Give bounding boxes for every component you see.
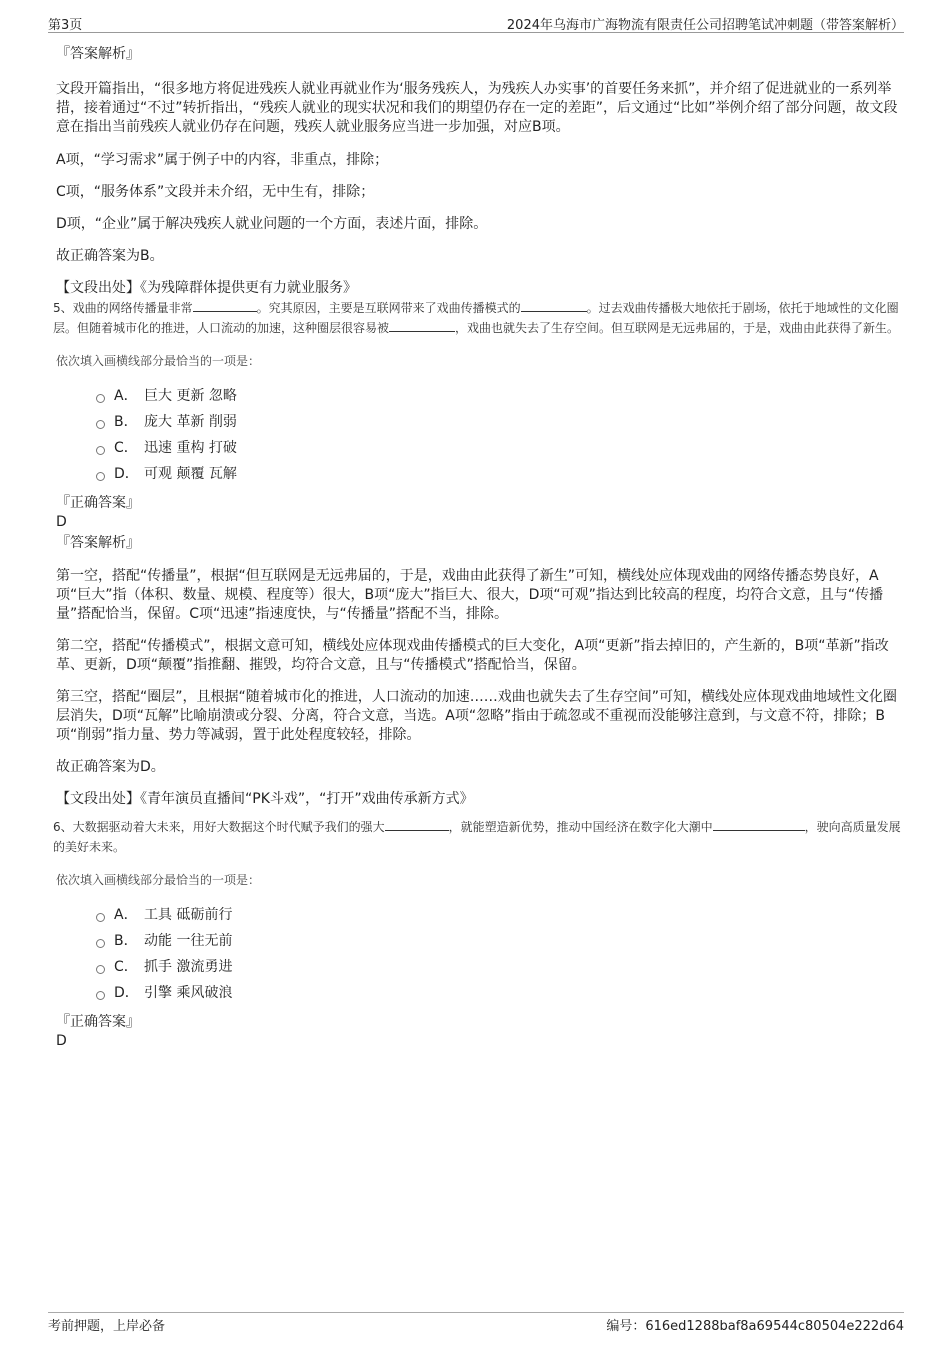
analysis-paragraph: 故正确答案为B。 [56, 248, 164, 264]
document-body [53, 44, 902, 1050]
analysis-paragraph: 第一空，搭配“传播量”，根据“但互联网是无远弗届的，于是，戏曲由此获得了新生”可知，横线处应体现戏曲的网络传播态势良好，A项“巨大”指（体积、数量、规模、程度等）很大，B项“庞大”指巨大、很大，D项“可观”指达到比较高的程度，均符合文意，且与“传播量”搭配恰当，保留。C项“迅速”指速度快，与“传播量”搭配不当，排除。 [56, 568, 884, 622]
option-a[interactable]: A． 巨大 更新 忽略 [96, 383, 902, 409]
footer-slogan: 考前押题，上岸必备 [48, 1319, 166, 1334]
radio-button[interactable] [96, 913, 105, 922]
option-b[interactable]: B． 动能 一往无前 [96, 928, 902, 954]
option-a[interactable]: A． 工具 砥砺前行 [96, 902, 902, 928]
radio-button[interactable] [96, 394, 105, 403]
option-text: 可观 颠覆 瓦解 [144, 466, 237, 482]
answer-blank [521, 299, 587, 312]
option-text: 巨大 更新 忽略 [144, 388, 237, 404]
answer-blank [193, 299, 257, 312]
source-citation: 【文段出处】《青年演员直播间“PK斗戏”，“打开”戏曲传承新方式》 [56, 791, 474, 807]
radio-button[interactable] [96, 991, 105, 1000]
answer-blank [385, 818, 449, 831]
option-text: 引擎 乘风破浪 [144, 985, 233, 1001]
correct-answer-heading: 『正确答案』 [56, 1014, 140, 1030]
option-c[interactable]: C． 抓手 激流勇进 [96, 954, 902, 980]
question-instruction: 依次填入画横线部分最恰当的一项是： [56, 873, 261, 887]
analysis-paragraph: A项，“学习需求”属于例子中的内容，非重点，排除； [56, 152, 389, 168]
option-b[interactable]: B． 庞大 革新 削弱 [96, 409, 902, 435]
analysis-heading: 『答案解析』 [56, 46, 140, 62]
document-code: 编号：616ed1288baf8a69544c80504e222d64 [606, 1319, 904, 1334]
analysis-paragraph: C项，“服务体系”文段并未介绍，无中生有，排除； [56, 184, 375, 200]
option-text: 工具 砥砺前行 [144, 907, 233, 923]
page-footer [48, 1312, 904, 1333]
answer-blank [713, 818, 805, 831]
option-text: 动能 一往无前 [144, 933, 233, 949]
correct-answer-heading: 『正确答案』 [56, 495, 140, 511]
option-text: 抓手 激流勇进 [144, 959, 233, 975]
radio-button[interactable] [96, 420, 105, 429]
radio-button[interactable] [96, 472, 105, 481]
option-d[interactable]: D． 引擎 乘风破浪 [96, 980, 902, 1006]
question-instruction: 依次填入画横线部分最恰当的一项是： [56, 354, 261, 368]
document-title: 2024年乌海市广海物流有限责任公司招聘笔试冲刺题（带答案解析） [506, 18, 904, 33]
question-5-options [96, 383, 902, 487]
question-6-options [96, 902, 902, 1006]
question-6-text: 6、大数据驱动着大未来，用好大数据这个时代赋予我们的强大 ，就能塑造新优势，推动中国经济在数字化大潮中 ，驶向高质量发展的美好未来。 [53, 820, 901, 854]
option-text: 迅速 重构 打破 [144, 440, 237, 456]
option-c[interactable]: C． 迅速 重构 打破 [96, 435, 902, 461]
page-header [48, 14, 904, 33]
analysis-heading: 『答案解析』 [56, 535, 140, 551]
analysis-paragraph: 第三空，搭配“圈层”，且根据“随着城市化的推进，人口流动的加速……戏曲也就失去了生存空间”可知，横线处应体现戏曲地域性文化圈层消失，D项“瓦解”比喻崩溃或分裂、分离，符合文意，当选。A项“忽略”指由于疏忽或不重视而没能够注意到，与文意不符，排除；B项“削弱”指力量、势力等减弱，置于此处程度较轻，排除。 [56, 689, 898, 743]
source-citation: 【文段出处】《为残障群体提供更有力就业服务》 [56, 280, 357, 296]
analysis-paragraph: 第二空，搭配“传播模式”，根据文意可知，横线处应体现戏曲传播模式的巨大变化，A项“更新”指去掉旧的，产生新的，B项“革新”指改革、更新，D项“颠覆”指推翻、摧毁，均符合文意，且与“传播模式”搭配恰当，保留。 [56, 638, 889, 673]
radio-button[interactable] [96, 939, 105, 948]
answer-blank [389, 319, 455, 332]
analysis-paragraph: D项，“企业”属于解决残疾人就业问题的一个方面，表述片面，排除。 [56, 216, 488, 232]
analysis-paragraph: 故正确答案为D。 [56, 759, 165, 775]
option-d[interactable]: D． 可观 颠覆 瓦解 [96, 461, 902, 487]
radio-button[interactable] [96, 446, 105, 455]
question-5-text: 5、戏曲的网络传播量非常 。究其原因，主要是互联网带来了戏曲传播模式的 。过去戏曲传播极大地依托于剧场，依托于地域性的文化圈层。但随着城市化的推进，人口流动的加速，这种圈层很容易被 ，戏曲也就失去了生存空间。但互联网是无远弗届的，于是，戏曲由此获得了新生。 [53, 301, 900, 335]
correct-answer: D [56, 514, 67, 530]
option-text: 庞大 革新 削弱 [144, 414, 237, 430]
radio-button[interactable] [96, 965, 105, 974]
correct-answer: D [56, 1033, 67, 1049]
page-number: 第3页 [48, 18, 83, 33]
analysis-paragraph: 文段开篇指出，“很多地方将促进残疾人就业再就业作为‘服务残疾人，为残疾人办实事’的首要任务来抓”，并介绍了促进就业的一系列举措，接着通过“不过”转折指出，“残疾人就业的现实状况和我们的期望仍存在一定的差距”，后文通过“比如”举例介绍了部分问题，故文段意在指出当前残疾人就业仍存在问题，残疾人就业服务应当进一步加强，对应B项。 [56, 81, 898, 135]
